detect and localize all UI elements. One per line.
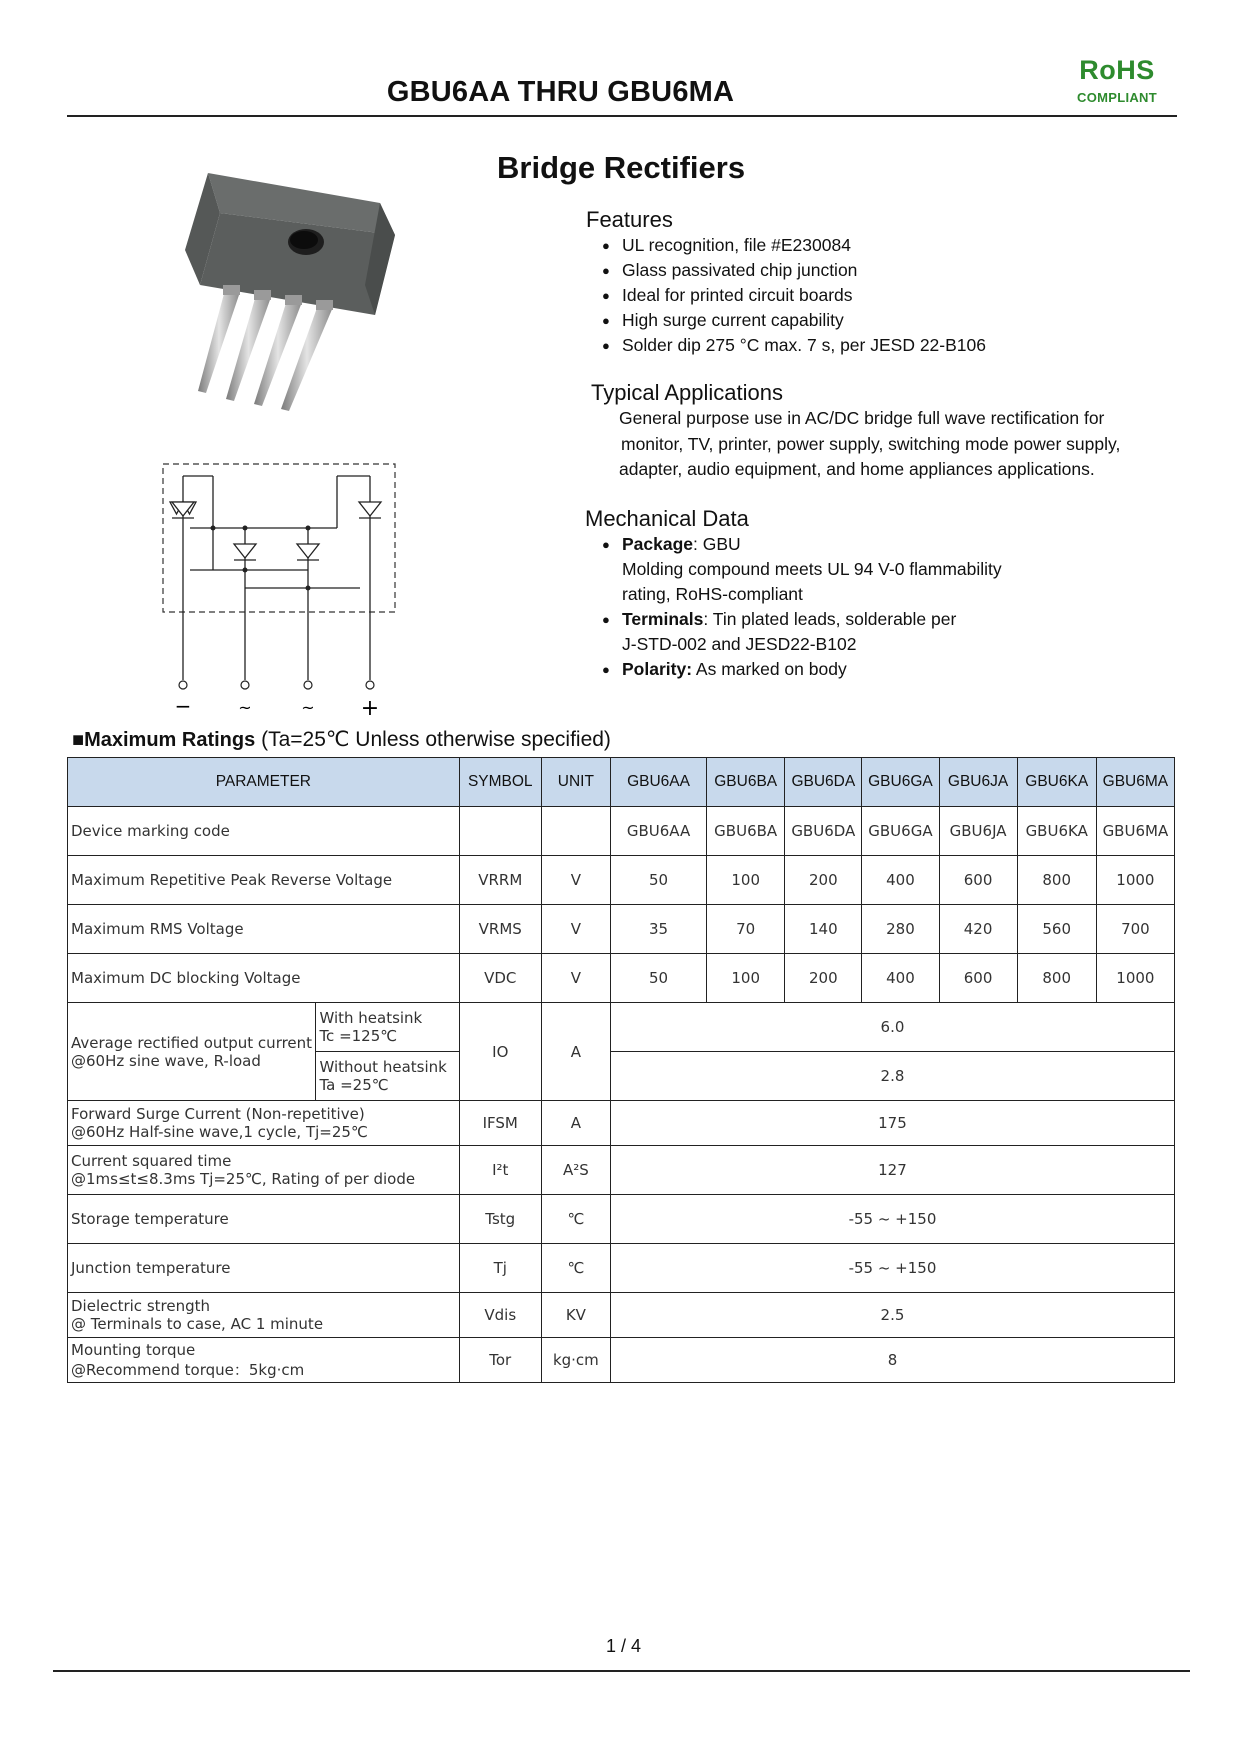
col-symbol: SYMBOL <box>459 758 541 807</box>
table-row: Device marking code GBU6AA GBU6BA GBU6DA GBU6GA GBU6JA GBU6KA GBU6MA <box>68 807 1175 856</box>
list-item: ● Package: GBU <box>600 532 1002 557</box>
col-part: GBU6BA <box>707 758 785 807</box>
list-item: ● Terminals: Tin plated leads, solderable per <box>600 607 1002 632</box>
applications-line: monitor, TV, printer, power supply, switching mode power supply, <box>621 433 1121 454</box>
document-title: GBU6AA THRU GBU6MA <box>386 76 735 108</box>
package-image <box>170 165 410 415</box>
applications-line: General purpose use in AC/DC bridge full wave rectification for <box>619 408 1105 428</box>
col-part: GBU6AA <box>610 758 706 807</box>
list-item-continuation: rating, RoHS-compliant <box>622 584 803 604</box>
list-item: ● Solder dip 275 °C max. 7 s, per JESD 22-B106 <box>600 333 986 358</box>
list-item: ● High surge current capability <box>600 308 986 333</box>
col-part: GBU6KA <box>1017 758 1096 807</box>
mechanical-list <box>600 532 1002 682</box>
pin-label-ac1: ~ <box>238 698 252 717</box>
col-part: GBU6DA <box>785 758 862 807</box>
rohs-badge <box>1062 55 1172 105</box>
col-part: GBU6JA <box>939 758 1017 807</box>
ratings-heading: ■Maximum Ratings (Ta=25℃ Unless otherwise specified) <box>72 728 611 751</box>
mechanical-section <box>585 506 1002 682</box>
table-row: Storage temperature Tstg ℃ -55 ~ +150 <box>68 1195 1175 1244</box>
table-row: Current squared time @1ms≤t≤8.3ms Tj=25℃, Rating of per diode I²t A²S 127 <box>68 1146 1175 1195</box>
table-row: Maximum DC blocking Voltage VDC V 50 100 200 400 600 800 1000 <box>68 954 1175 1003</box>
features-list <box>600 233 986 358</box>
col-parameter: PARAMETER <box>68 758 460 807</box>
rohs-label: RoHS <box>1079 55 1155 85</box>
list-item: ● UL recognition, file #E230084 <box>600 233 986 258</box>
ratings-bullet: ■ <box>72 729 85 751</box>
pin-label-negative: − <box>174 694 192 718</box>
col-part: GBU6MA <box>1096 758 1174 807</box>
footer-rule <box>53 1670 1190 1672</box>
list-item: ● Ideal for printed circuit boards <box>600 283 986 308</box>
title-rule <box>67 115 1177 117</box>
page-number: 1 / 4 <box>605 1636 642 1656</box>
mechanical-heading: Mechanical Data <box>585 506 749 531</box>
table-row: Average rectified output current @60Hz sine wave, R-load With heatsink Tc =125℃ IO A 6.0 <box>68 1003 1175 1052</box>
applications-line: adapter, audio equipment, and home appliances applications. <box>619 459 1095 479</box>
table-row: Maximum Repetitive Peak Reverse Voltage VRRM V 50 100 200 400 600 800 1000 <box>68 856 1175 905</box>
col-unit: UNIT <box>541 758 610 807</box>
table-row: Maximum RMS Voltage VRMS V 35 70 140 280 420 560 700 <box>68 905 1175 954</box>
table-row: Mounting torque @Recommend torque：5kg·cm Tor kg·cm 8 <box>68 1338 1175 1383</box>
table-header-row <box>68 758 1175 807</box>
list-item: ● Glass passivated chip junction <box>600 258 986 283</box>
features-heading: Features <box>586 207 673 232</box>
table-row: Without heatsink Ta =25℃ 2.8 <box>68 1052 1175 1101</box>
list-item: ● Polarity: As marked on body <box>600 657 1002 682</box>
bridge-circuit-diagram <box>150 458 410 720</box>
table-row: Forward Surge Current (Non-repetitive) @60Hz Half-sine wave,1 cycle, Tj=25℃ IFSM A 175 <box>68 1101 1175 1146</box>
list-item-continuation: Molding compound meets UL 94 V-0 flammability <box>622 559 1002 579</box>
table-row: Dielectric strength @ Terminals to case, AC 1 minute Vdis KV 2.5 <box>68 1293 1175 1338</box>
table-row: Junction temperature Tj ℃ -55 ~ +150 <box>68 1244 1175 1293</box>
applications-heading: Typical Applications <box>591 380 783 405</box>
section-title: Bridge Rectifiers <box>497 150 746 185</box>
features-section <box>586 207 986 358</box>
ratings-table <box>67 757 1175 1383</box>
pin-label-ac2: ~ <box>301 698 315 717</box>
package-outline <box>163 464 395 612</box>
applications-section <box>591 380 1120 483</box>
list-item-continuation: J-STD-002 and JESD22-B102 <box>622 634 857 654</box>
pin-label-positive: + <box>360 696 380 720</box>
col-part: GBU6GA <box>862 758 939 807</box>
rohs-compliant-label: COMPLIANT <box>1077 90 1157 105</box>
applications-text <box>619 406 1120 483</box>
